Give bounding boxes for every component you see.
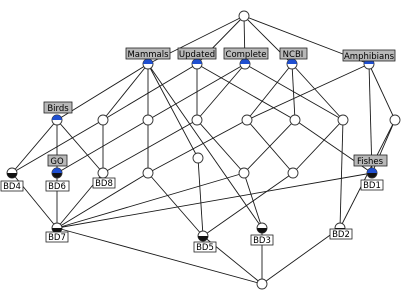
edge	[244, 120, 295, 173]
edge	[57, 228, 262, 284]
concept-node[interactable]	[239, 168, 249, 178]
object-half-marker	[198, 236, 208, 241]
concept-node[interactable]	[338, 115, 348, 125]
concept-node[interactable]	[143, 168, 153, 178]
concept-node[interactable]	[390, 115, 400, 125]
edge	[197, 64, 245, 120]
attribute-label-ncbi: NCBI	[282, 50, 304, 60]
attribute-node-updated[interactable]	[178, 48, 216, 69]
object-node-bd8[interactable]	[93, 168, 115, 189]
attribute-label-complete: Complete	[225, 50, 267, 60]
bottom-concept-node[interactable]	[257, 279, 267, 289]
attribute-label-mammals: Mammals	[127, 50, 169, 60]
edge	[245, 64, 343, 120]
attribute-half-marker	[52, 115, 62, 120]
edge	[148, 64, 262, 228]
object-label-bd1: BD1	[363, 181, 381, 191]
object-label-bd3: BD3	[253, 236, 271, 246]
attribute-label-updated: Updated	[178, 50, 216, 60]
edge	[293, 120, 343, 173]
attribute-node-birds[interactable]	[44, 102, 72, 125]
object-half-marker	[257, 228, 267, 233]
attribute-half-marker	[52, 168, 62, 173]
edge	[203, 173, 293, 236]
attribute-node-complete[interactable]	[224, 48, 268, 69]
edge	[262, 228, 340, 284]
object-node-bd2[interactable]	[330, 223, 352, 240]
edge	[103, 64, 197, 120]
edge	[148, 173, 203, 236]
edge	[369, 64, 395, 120]
attribute-node-mammals[interactable]	[126, 48, 170, 69]
concept-node[interactable]	[242, 115, 252, 125]
object-label-bd6: BD6	[48, 182, 66, 192]
object-label-bd2: BD2	[332, 230, 350, 240]
edge	[197, 64, 295, 120]
edge	[57, 120, 148, 173]
concept-node[interactable]	[98, 115, 108, 125]
concept-node-fishes-bd1[interactable]	[354, 155, 387, 191]
edge	[103, 64, 148, 120]
concept-node[interactable]	[192, 115, 202, 125]
concept-node-go-bd6[interactable]	[46, 155, 69, 192]
attribute-label-birds: Birds	[47, 104, 69, 114]
concept-node[interactable]	[290, 115, 300, 125]
concept-node[interactable]	[288, 168, 298, 178]
edge	[198, 158, 203, 236]
top-concept-node[interactable]	[239, 11, 249, 21]
object-label-bd8: BD8	[95, 179, 113, 189]
edge	[247, 64, 369, 120]
edge	[148, 120, 247, 173]
object-label-bd7: BD7	[48, 233, 66, 243]
object-node-bd5[interactable]	[194, 231, 216, 253]
attribute-label-amphibians: Amphibians	[343, 52, 395, 62]
edge	[340, 120, 343, 228]
attribute-label-go: GO	[50, 157, 64, 167]
attribute-label-fishes: Fishes	[356, 157, 384, 167]
attribute-half-marker	[367, 168, 377, 173]
object-label-bd4: BD4	[3, 182, 21, 192]
concept-node[interactable]	[143, 115, 153, 125]
attribute-node-ncbi[interactable]	[280, 48, 307, 69]
object-node-bd4[interactable]	[1, 168, 23, 192]
concept-node[interactable]	[193, 153, 203, 163]
edge	[103, 120, 197, 173]
edge	[197, 120, 244, 173]
attribute-node-amphibians[interactable]	[343, 50, 395, 69]
object-label-bd5: BD5	[196, 243, 214, 253]
concept-node	[98, 168, 108, 178]
edge	[292, 64, 343, 120]
edge	[247, 64, 292, 120]
